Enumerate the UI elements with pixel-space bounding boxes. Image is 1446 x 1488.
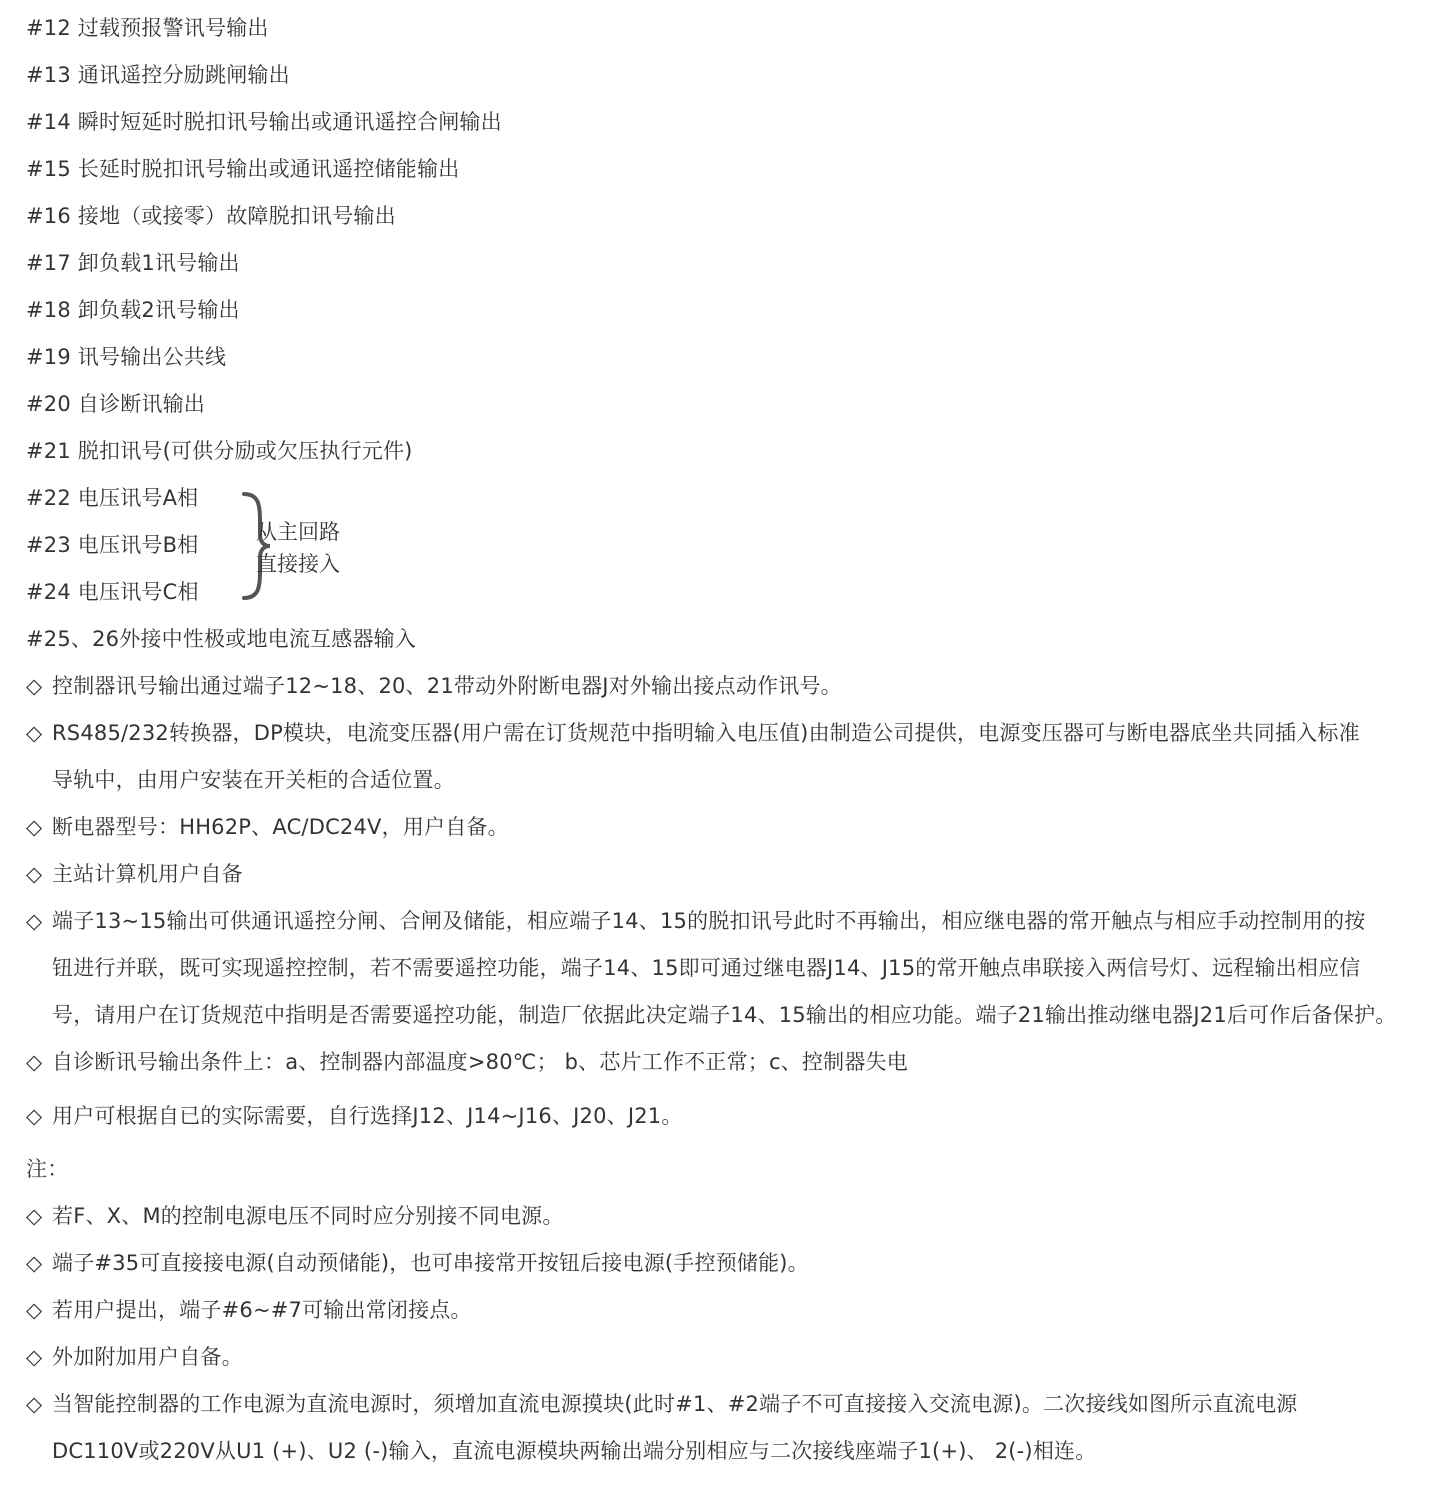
note-item [26, 1390, 1298, 1418]
terminal-14: #14 瞬时短延时脱扣讯号输出或通讯遥控合闸输出 [26, 110, 502, 134]
terminal-12: #12 过载预报警讯号输出 [26, 16, 269, 40]
terminal-21: #21 脱扣讯号(可供分励或欠压执行元件) [26, 439, 413, 463]
note-text: 若用户提出，端子#6~#7可输出常闭接点。 [52, 1298, 472, 1322]
bullet-item [26, 1048, 908, 1076]
note-item [26, 1202, 564, 1230]
bullet-continuation: 号，请用户在订货规范中指明是否需要遥控功能，制造厂依据此决定端子14、15输出的相应功能。端子21输出推动继电器J21后可作后备保护。 [52, 1003, 1397, 1027]
terminal-16: #16 接地（或接零）故障脱扣讯号输出 [26, 204, 396, 228]
note-text: 端子#35可直接接电源(自动预储能)，也可串接常开按钮后接电源(手控预储能)。 [52, 1251, 809, 1275]
note-text: 当智能控制器的工作电源为直流电源时，须增加直流电源摸块(此时#1、#2端子不可直接接入交流电源)。二次接线如图所示直流电源 [52, 1392, 1298, 1416]
diamond-bullet-icon: ◇ [26, 1251, 43, 1275]
diamond-bullet-icon: ◇ [26, 815, 43, 839]
terminal-17: #17 卸负载1讯号输出 [26, 251, 240, 275]
note-text: 若F、X、M的控制电源电压不同时应分别接不同电源。 [52, 1204, 564, 1228]
bullet-text: RS485/232转换器，DP模块，电流变压器(用户需在订货规范中指明输入电压值)由制造公司提供，电源变压器可与断电器底坐共同插入标准 [52, 721, 1360, 745]
bullet-text: 控制器讯号输出通过端子12~18、20、21带动外附断电器J对外输出接点动作讯号。 [52, 674, 842, 698]
diamond-bullet-icon: ◇ [26, 909, 43, 933]
note-item [26, 1296, 472, 1324]
note-item [26, 1343, 243, 1371]
bullet-text: 端子13~15输出可供通讯遥控分闸、合闸及储能，相应端子14、15的脱扣讯号此时不再输出，相应继电器的常开触点与相应手动控制用的按 [52, 909, 1366, 933]
diamond-bullet-icon: ◇ [26, 1204, 43, 1228]
bullet-text: 用户可根据自已的实际需要，自行选择J12、J14~J16、J20、J21。 [52, 1104, 683, 1128]
diamond-bullet-icon: ◇ [26, 1050, 43, 1074]
bullet-item [26, 672, 842, 700]
terminal-25-26: #25、26外接中性极或地电流互感器输入 [26, 627, 417, 651]
terminal-13: #13 通讯遥控分励跳闸输出 [26, 63, 290, 87]
bullet-continuation: 钮进行并联，既可实现遥控控制，若不需要遥控功能，端子14、15即可通过继电器J14、J15的常开触点串联接入两信号灯、远程输出相应信 [52, 956, 1361, 980]
bullet-text: 主站计算机用户自备 [52, 862, 243, 886]
diamond-bullet-icon: ◇ [26, 1392, 43, 1416]
diamond-bullet-icon: ◇ [26, 1104, 43, 1128]
terminal-15: #15 长延时脱扣讯号输出或通讯遥控储能输出 [26, 157, 460, 181]
terminal-18: #18 卸负载2讯号输出 [26, 298, 240, 322]
voltage-note-line-2: 直接接入 [256, 552, 340, 576]
bullet-continuation: 导轨中，由用户安装在开关柜的合适位置。 [52, 768, 455, 792]
terminal-19: #19 讯号输出公共线 [26, 345, 227, 369]
note-text: 外加附加用户自备。 [52, 1345, 243, 1369]
curly-brace-icon [238, 490, 272, 602]
bullet-text: 断电器型号：HH62P、AC/DC24V，用户自备。 [52, 815, 509, 839]
voltage-note-line-1: 从主回路 [256, 520, 340, 544]
note-title: 注： [26, 1157, 69, 1181]
bullet-item [26, 1102, 683, 1130]
note-continuation: DC110V或220V从U1 (+)、U2 (-)输入，直流电源模块两输出端分别相应与二次接线座端子1(+)、 2(-)相连。 [52, 1439, 1097, 1463]
bullet-item [26, 907, 1365, 935]
diamond-bullet-icon: ◇ [26, 1345, 43, 1369]
terminal-24: #24 电压讯号C相 [26, 580, 199, 604]
bullet-item [26, 719, 1360, 747]
diamond-bullet-icon: ◇ [26, 1298, 43, 1322]
diamond-bullet-icon: ◇ [26, 721, 43, 745]
terminal-20: #20 自诊断讯输出 [26, 392, 205, 416]
diamond-bullet-icon: ◇ [26, 674, 43, 698]
diamond-bullet-icon: ◇ [26, 862, 43, 886]
note-item [26, 1249, 809, 1277]
terminal-23: #23 电压讯号B相 [26, 533, 199, 557]
bullet-item [26, 860, 243, 888]
bullet-item [26, 813, 509, 841]
bullet-text: 自诊断讯号输出条件上：a、控制器内部温度>80℃； b、芯片工作不正常；c、控制器失电 [52, 1050, 908, 1074]
terminal-22: #22 电压讯号A相 [26, 486, 199, 510]
